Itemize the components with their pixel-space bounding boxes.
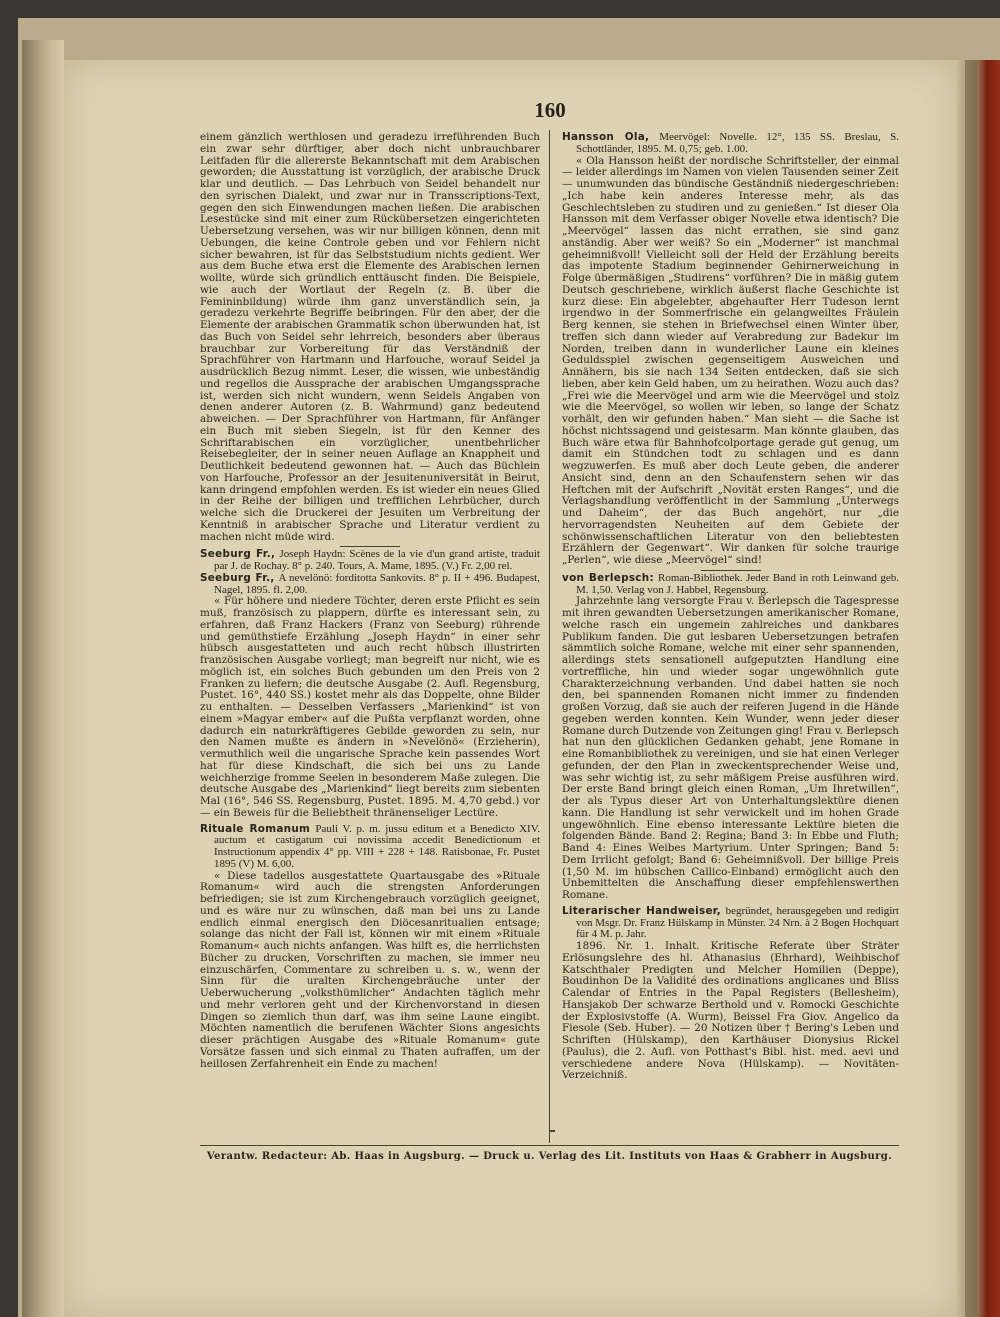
intro-paragraph: einem gänzlich werthlosen und geradezu irreführenden Buch ein zwar sehr dürftiger, aber doch nicht unbrauchbarer Leitfaden für die allererste Bekanntschaft mit dem Arabischen geworden; die Ausstattung ist vorzüglich, der arabische Druck klar und deutlich. — Das Lehrbuch von Seidel behandelt nur den syrischen Dialekt, und zwar nur in Transscriptions-Text, gegen den sich Einwendungen machen ließen. Die arabischen Lesestücke sind mit einer zum Rückübersetzen eingerichteten Uebersetzung versehen, was wir nur billigen können, denn mit Uebungen, die keine Controle geben und vor Fehlern nicht sicher bewahren, ist für das Selbststudium nichts gedient. Wer aus dem Buche etwa erst die Elemente des Arabischen lernen wollte, würde sich gründlich enttäuscht finden. Die Beispiele, wie auch der Wortlaut der Regeln (z. B. über die Femininbildung) würde ihm ganz unverständlich sein, ja geradezu verkehrte Begriffe beibringen. Für den aber, der die Elemente der arabischen Grammatik schon überwunden hat, ist das Buch von Seidel sehr lehrreich, besonders aber überaus brauchbar zur Vorbereitung für das Verständniß der Sprachführer von Hartmann und Harfouche, worauf Seidel ja ausdrücklich Bezug nimmt. Leser, die wissen, wie unbeständig und regellos die Aussprache der arabischen Umgangssprache ist, werden sich nicht wundern, wenn Seidels Angaben von denen anderer Autoren (z. B. Wahrmund) ganz bedeutend abweichen. — Der Sprachführer von Hartmann, für Anfänger ein Buch mit sieben Siegeln, ist für den Kenner des Schriftarabischen ein vorzüglicher, unentbehrlicher Reisebegleiter, der in seiner neuen Auflage an Knappheit und Deutlichkeit bedeutend gewonnen hat. — Auch das Büchlein von Harfouche, Professor an der Jesuitenuniversität in Beirut, kann dringend empfohlen werden. Es ist wieder ein neues Glied in der Reihe der billigen und trefflichen Lehrbücher, durch welche sich die Druckerei der Jesuiten um Verbreitung der Kenntniß in arabischer Sprache und Literatur verdient zu machen nicht müde wird. xyxy=(200,131,540,543)
entry-author: Literarischer Handweiser, xyxy=(562,904,721,917)
entry-author: Hansson Ola, xyxy=(562,131,650,143)
page-number: 160 xyxy=(534,98,566,122)
entry-citation: Pauli V. p. m. jussu editum et a Benedicto XIV. auctum et castigatum cui novissima accedit Benedictionum et Instructionum appendix 4° pp. VIII + 228 + 148. Ratisbonae, Fr. Pustet 1895 (V) M. 6,00. xyxy=(214,822,540,870)
bibliographic-entry xyxy=(200,824,540,871)
entry-review: Jahrzehnte lang versorgte Frau v. Berlepsch die Tagespresse mit ihren gewandten Uebersetzungen amerikanischer Romane, welche rasch ein ungemein zahlreiches und dankbares Publikum fanden. Die gut lesbaren Uebersetzungen betrafen sämmtlich solche Romane, welche mit einer sehr spannenden, allerdings stets sensationell aufgeputzten Handlung eine vortreffliche, hin und wieder sogar ungewöhnlich gute Charakterzeichnung verbanden. Und dabei hatten sie noch den, bei spannenden Romanen nicht immer zu findenden großen Vorzug, daß sie auch der reiferen Jugend in die Hände gegeben werden konnten. Kein Wunder, wenn jeder dieser Romane durch Dutzende von Zeitungen ging! Frau v. Berlepsch hat nun den glücklichen Gedanken gehabt, jene Romane in eine Romanbibliothek zu vereinigen, und sie hat einen Verleger gefunden, der den Plan in zweckentsprechender Weise und, was sehr wichtig ist, zu sehr mäßigem Preise ausführen wird. Der erste Band bringt gleich einen Roman, „Um Ihretwillen“, der als Typus dieser Art von Unterhaltungslektüre dienen kann. Die Handlung ist sehr verwickelt und im hohen Grade ungewöhnlich. Eine ebenso interessante Lektüre bieten die folgenden Bände. Band 2: Regina; Band 3: In Ebbe und Fluth; Band 4: Eines Weibes Martyrium. Unter Springen; Band 5: Dem Irrlicht gefolgt; Band 6: Geheimnißvoll. Der billige Preis (1,50 M. im hübschen Callico-Einband) ermöglicht auch den Unbemittelten die Anschaffung dieser empfehlenswerthen Romane. xyxy=(562,595,899,901)
bibliographic-entry xyxy=(200,573,540,597)
entry-citation: begründet, herausgegeben und redigirt von Msgr. Dr. Franz Hülskamp in Münster. 24 Nrn. à 2 Bogen Hochquart für 4 M. p. Jahr. xyxy=(576,904,899,941)
entry-separator xyxy=(701,570,761,571)
book-spine-right xyxy=(957,60,1000,1317)
footer-rule xyxy=(200,1145,899,1146)
entry-author: Seeburg Fr., xyxy=(200,571,275,584)
entry-review: « Für höhere und niedere Töchter, deren erste Pflicht es sein muß, französisch zu plappern, dürfte es interessant sein, zu erfahren, daß Franz Hackers (Franz von Seeburg) rührende und gemüthstiefe Erzählung „Joseph Haydn“ in einer sehr hübsch ausgestatteten und auch recht hübsch illustrirten französischen Ausgabe vorliegt; man begreift nur nicht, wie es möglich ist, ein solches Buch gebunden um den Preis von 2 Franken zu liefern; die deutsche Ausgabe (2. Aufl. Regensburg, Pustet. 16°, 440 SS.) kostet mehr als das Doppelte, ohne Bilder zu enthalten. — Desselben Verfassers „Marienkind“ ist von einem »Magyar ember« auf die Pußta verpflanzt worden, ohne dadurch ein naturkräftigeres Gebilde geworden zu sein, nur den Namen mußte es ändern in »Nevelönö« (Erzieherin), vermuthlich weil die ungarische Sprache kein passendes Wort hat für diese Kindschaft, die sich bei uns zu Lande weichherzige fromme Seelen in besonderem Maße zulegen. Die deutsche Ausgabe des „Marienkind“ liegt bereits zum siebenten Mal (16°, 546 SS. Regensburg, Pustet. 1895. M. 4,70 gebd.) vor — ein Beweis für die Beliebtheit thränenseliger Lectüre. xyxy=(200,595,540,819)
book-edge-left xyxy=(22,40,64,1317)
entry-citation: A nevelönö: forditotta Sankovits. 8° p. II + 496. Budapest, Nagel, 1895. fl. 2,00. xyxy=(214,571,540,596)
entry-review: 1896. Nr. 1. Inhalt. Kritische Referate über Sträter Erlösungslehre des hl. Athanasius (Ehrhard), Weihbischof Katschthaler Predigten und Melcher Homilien (Deppe), Boudinhon De la Validité des ordinations anglicanes und Bliss Calendar of Entries in the Papal Registers (Bellesheim), Hansjakob Der schwarze Berthold und v. Romocki Geschichte der Explosivstoffe (A. Wurm), Beissel Fra Giov. Angelico da Fiesole (Seb. Huber). — 20 Notizen über † Bering's Leben und Schriften (Hülskamp), den Karthäuser Dionysius Rickel (Paulus), die 2. Aufl. von Potthast's Bibl. hist. med. aevi und verschiedene andere Nova (Hülskamp). — Novitäten-Verzeichniß. xyxy=(562,940,899,1082)
column-divider xyxy=(549,130,550,1143)
entry-citation: Meervögel: Novelle. 12°, 135 SS. Breslau, S. Schottländer, 1895. M. 0,75; geb. 1.00. xyxy=(576,131,899,155)
entry-review: « Diese tadellos ausgestattete Quartausgabe des »Rituale Romanum« wird auch die strengsten Anforderungen befriedigen; sie ist zum Kirchengebrauch vorzüglich geeignet, und es wäre nur zu wünschen, daß man bei uns zu Lande endlich einmal energisch den Diöcesanritualien entsage; solange das nicht der Fall ist, können wir mit einem »Rituale Romanum« auch nichts anfangen. Was hilft es, die herrlichsten Bücher zu drucken, Vorschriften zu machen, sie immer neu einzuschärfen, Commentare zu schreiben u. s. w., wenn der Sinn für die uralten Kirchengebräuche unter der Ueberwucherung „volksthümlicher“ Andachten täglich mehr und mehr verloren geht und der Kirchenvorstand in diesen Dingen so ziemlich thun darf, was ihm seine Laune eingibt. Möchten namentlich die berufenen Wächter Sions angesichts dieser prächtigen Ausgabe des »Rituale Romanum« gute Vorsätze fassen und sich einmal zu Thaten aufraffen, um der heillosen Zerfahrenheit ein Ende zu machen! xyxy=(200,869,540,1070)
left-column xyxy=(200,132,540,1070)
right-column xyxy=(562,132,899,1082)
entry-author: Rituale Romanum xyxy=(200,822,311,835)
imprint-footer: Verantw. Redacteur: Ab. Haas in Augsburg. — Druck u. Verlag des Lit. Instituts von Haas & Grabherr in Augsburg. xyxy=(206,1151,893,1162)
entry-author: Seeburg Fr., xyxy=(200,548,276,561)
bibliographic-entry xyxy=(562,906,899,941)
bibliographic-entry xyxy=(200,549,540,573)
spine-band xyxy=(965,60,977,1317)
bibliographic-entry xyxy=(562,573,899,597)
entry-review: « Ola Hansson heißt der nordische Schriftsteller, der einmal — leider allerdings im Namen von vielen Tausenden seiner Zeit — unumwunden das bündische Geständniß niedergeschrieben: „Ich habe kein anderes Interesse mehr, als das Geschlechtsleben zu studiren und zu genießen.“ Ist dieser Ola Hansson mit dem Verfasser obiger Novelle etwa identisch? Die „Meervögel“ lassen das nicht errathen, sie sind ganz anständig. Aber wer weiß? So ein „Moderner“ ist manchmal geheimnißvoll! Vielleicht soll der Held der Erzählung bereits das impotente Stadium beginnender Gehirnerweichung in Folge übermäßigen „Studirens“ vorführen? Die in mäßig gutem Deutsch geschriebene, wirklich äußerst flache Geschichte ist kurz diese: Ein abgelebter, abgehaufter Herr Tudeson lernt irgendwo in der Sommerfrische ein gelangweiltes Fräulein Berg kennen, sie stehen in Briefwechsel einen Winter über, treffen sich dann wieder auf Verabredung zur Badekur im Norden, treiben dann in wunderlicher Laune ein kleines Geduldsspiel zwischen gegenseitigem Ausweichen und Annähern, bis sie nach 134 Seiten entdecken, daß sie sich lieben, aber kein Geld haben, um zu heirathen. Wozu auch das? „Frei wie die Meervögel und arm wie die Meervögel und stolz wie die Meervögel, so wollen wir leben, so lange der Schatz vorhält, den wir gefunden haben.“ Man sieht — die Sache ist höchst nichtssagend und geistesarm. Man könnte glauben, das Buch wäre etwa für Bahnhofcolportage gerade gut genug, um damit ein Stündchen todt zu schlagen und es dann wegzuwerfen. Es muß aber doch Leute geben, die anderer Ansicht sind, denn an den Schaufenstern sehen wir das Heftchen mit der Aufschrift „Novität ersten Ranges“, und die Verlagshandlung veröffentlicht in der Sammlung „Unterwegs und Daheim“, der das Buch angehört, nur „die hervorragendsten Neuheiten auf dem Gebiete der schönwissenschaftlichen Literatur von den beliebtesten Erzählern der Gegenwart“. Wir danken für solche traurige „Perlen“, wie diese „Meervögel“ sind! xyxy=(562,154,899,566)
entry-citation: Roman-Bibliothek. Jeder Band in roth Leinwand geb. M. 1,50. Verlag von J. Habbel, Regensburg. xyxy=(576,571,899,596)
entry-separator xyxy=(340,546,400,547)
gutter-mark xyxy=(549,1130,555,1132)
entry-citation: Joseph Haydn: Scènes de la vie d'un grand artiste, traduit par J. de Rochay. 8° p. 240. Tours, A. Mame, 1895. (V.) Fr. 2,00 rel. xyxy=(214,548,540,572)
entry-author: von Berlepsch: xyxy=(562,571,654,584)
bibliographic-entry xyxy=(562,132,899,156)
